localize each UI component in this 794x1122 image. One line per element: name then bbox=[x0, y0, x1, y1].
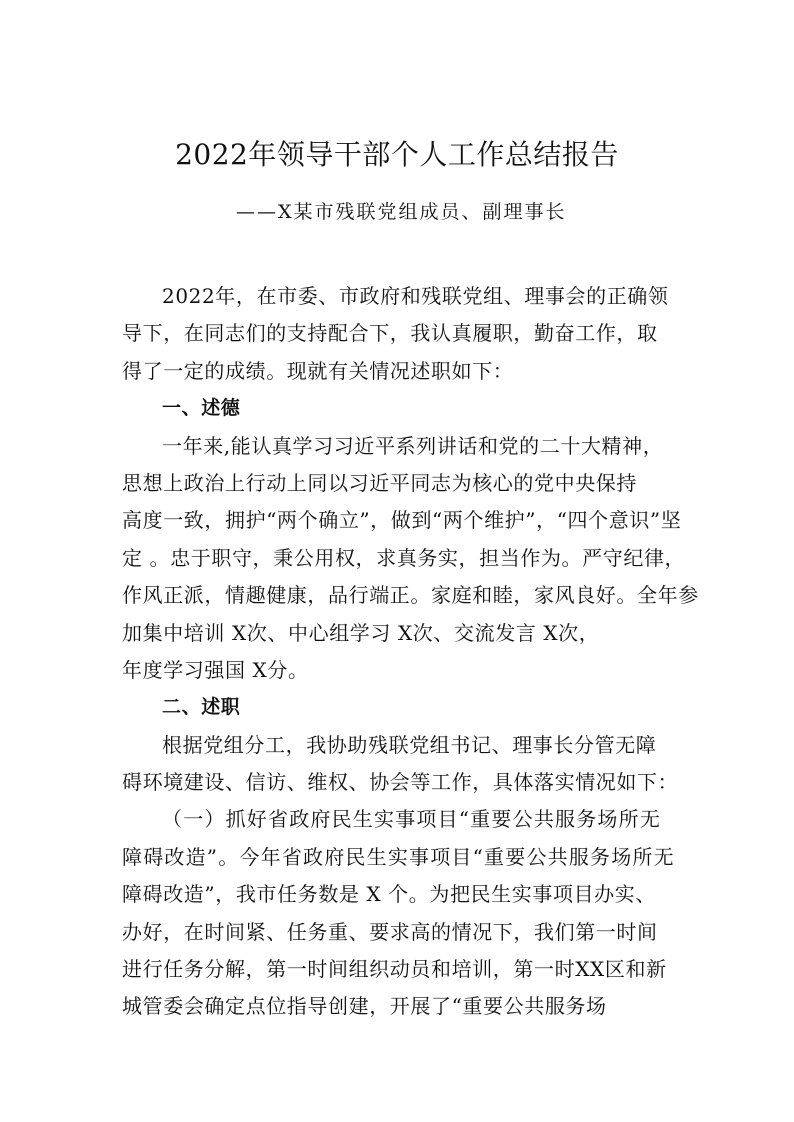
report-body bbox=[122, 278, 699, 1026]
paragraph-line: 思想上政治上行动上同以习近平同志为核心的党中央保持 bbox=[122, 470, 637, 495]
paragraph-line: 办好，在时间紧、任务重、要求高的情况下，我们第一时间 bbox=[122, 919, 658, 944]
paragraph-line: 城管委会确定点位指导创建，开展了“重要公共服务场 bbox=[122, 994, 607, 1019]
section-heading-2: 二、述职 bbox=[162, 696, 241, 719]
paragraph-line: 加集中培训 X次、中心组学习 X次、交流发言 X次， bbox=[122, 620, 600, 645]
paragraph-line: 碍环境建设、信访、维权、协会等工作，具体落实情况如下： bbox=[122, 770, 679, 795]
paragraph-line: 定 。忠于职守，秉公用权，求真务实，担当作为。严守纪律， bbox=[122, 545, 686, 570]
paragraph-line: 得了一定的成绩。现就有关情况述职如下： bbox=[122, 358, 514, 383]
section-heading-1: 一、述德 bbox=[162, 397, 241, 420]
subsection-heading: （一）抓好省政府民生实事项目“重要公共服务场所无 bbox=[162, 807, 662, 832]
report-title: 2022年领导干部个人工作总结报告 bbox=[175, 138, 619, 171]
paragraph-line: 导下，在同志们的支持配合下，我认真履职，勤奋工作，取 bbox=[122, 321, 658, 346]
paragraph-line: 障碍改造”。今年省政府民生实事项目“重要公共服务场所无 bbox=[122, 844, 675, 869]
paragraph-line: 2022年，在市委、市政府和残联党组、理事会的正确领 bbox=[162, 284, 669, 308]
paragraph-line: 一年来,能认真学习习近平系列讲话和党的二十大精神， bbox=[162, 433, 664, 458]
paragraph-line: 年度学习强国 X分。 bbox=[122, 657, 309, 682]
paragraph-line: 作风正派，情趣健康，品行端正。家庭和睦，家风良好。全年参 bbox=[122, 583, 699, 608]
paragraph-line: 进行任务分解，第一时间组织动员和培训，第一时XX区和新 bbox=[122, 957, 667, 982]
paragraph-line: 根据党组分工，我协助残联党组书记、理事长分管无障 bbox=[162, 732, 657, 757]
paragraph-line: 高度一致，拥护“两个确立”，做到“两个维护”，“四个意识”坚 bbox=[122, 508, 682, 533]
paragraph-line: 障碍改造”，我市任务数是 X 个。为把民生实事项目办实、 bbox=[122, 882, 656, 907]
report-subtitle: ——X某市残联党组成员、副理事长 bbox=[236, 201, 567, 223]
